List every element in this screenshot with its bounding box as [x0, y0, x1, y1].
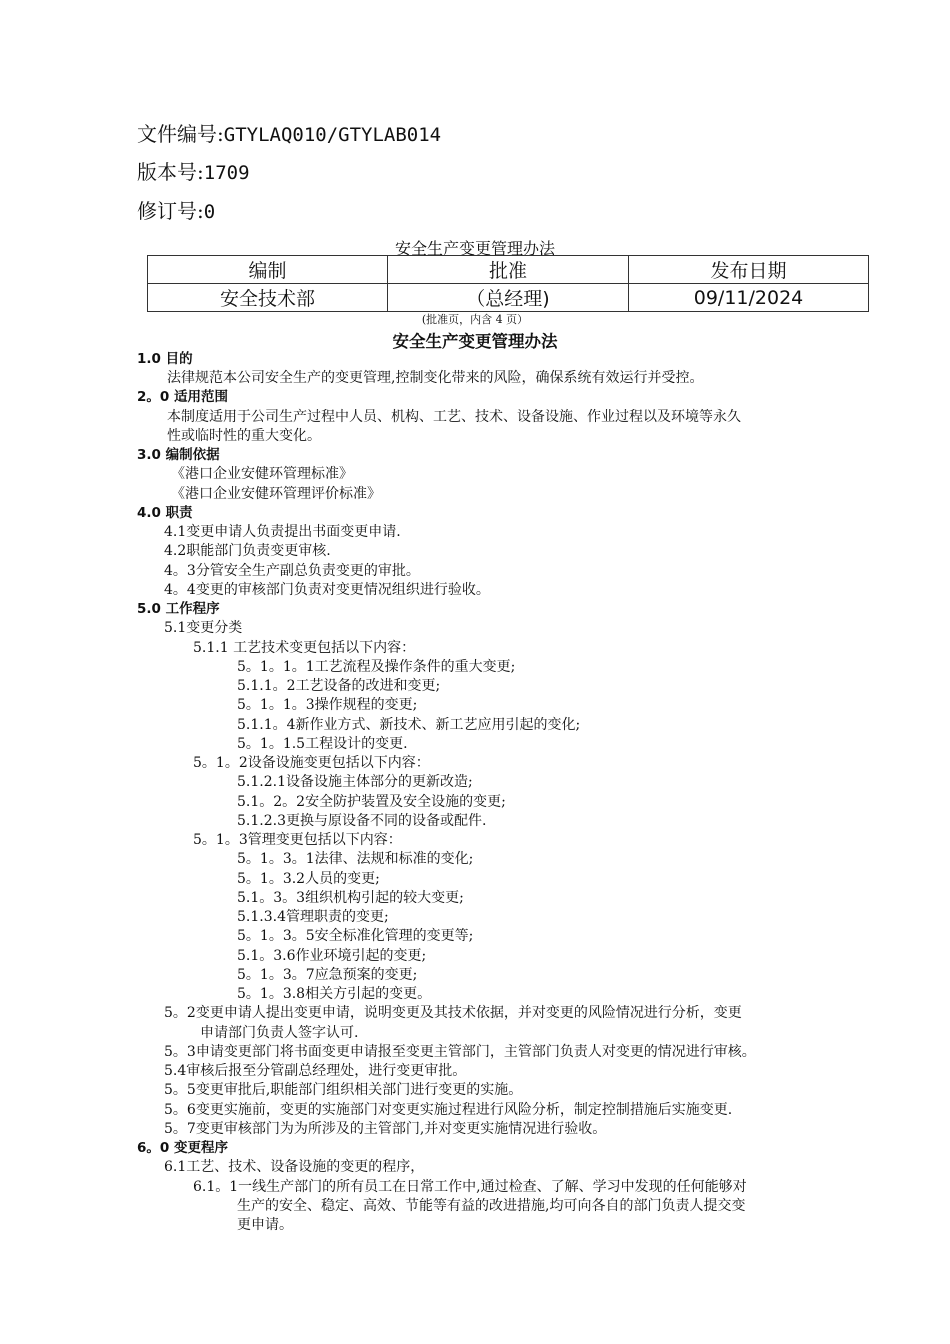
body-line: 5。2变更申请人提出变更申请，说明变更及其技术依据，并对变更的风险情况进行分析，变更: [164, 1005, 742, 1021]
version-label: 版本号:: [137, 160, 204, 184]
approval-table: [147, 255, 869, 312]
body-line: 5。7变更审核部门为为所涉及的主管部门,并对变更实施情况进行验收。: [164, 1121, 607, 1137]
body-line: 6.1。1一线生产部门的所有员工在日常工作中,通过检查、了解、学习中发现的任何能够对: [193, 1179, 747, 1195]
body-line: 4.1变更申请人负责提出书面变更申请.: [164, 524, 401, 540]
body-line: 5。1。1.5工程设计的变更.: [237, 736, 408, 752]
body-line: 5.4审核后报至分管副总经理处，进行变更审批。: [164, 1063, 467, 1079]
body-line: 《港口企业安健环管理评价标准》: [171, 486, 381, 502]
body-line: 5.1.1。4新作业方式、新技术、新工艺应用引起的变化;: [237, 717, 581, 733]
revision-value: 0: [203, 201, 216, 223]
section-heading: 6。0 变更程序: [137, 1140, 228, 1156]
approval-value-cell: 安全技术部: [148, 284, 388, 312]
approval-header-cell: 编制: [148, 256, 388, 284]
approval-header-row: [148, 256, 869, 284]
doc-number-label: 文件编号:: [137, 122, 224, 146]
body-line: 5.1。2。2安全防护装置及安全设施的变更;: [237, 794, 506, 810]
body-line: 5。3申请变更部门将书面变更申请报至变更主管部门，主管部门负责人对变更的情况进行审核。: [164, 1044, 756, 1060]
body-line: 5。1。3.8相关方引起的变更。: [237, 986, 432, 1002]
body-line: 5。1。3。7应急预案的变更;: [237, 967, 418, 983]
body-line: 5.1.2.3更换与原设备不同的设备或配件.: [237, 813, 487, 829]
body-line: 5。6变更实施前，变更的实施部门对变更实施过程进行风险分析，制定控制措施后实施变更.: [164, 1102, 733, 1118]
body-line: 5.1.1。2工艺设备的改进和变更;: [237, 678, 441, 694]
body-line: 5。1。1。3操作规程的变更;: [237, 697, 418, 713]
body-line: 5.1.3.4管理职责的变更;: [237, 909, 389, 925]
approval-header-cell: 批准: [388, 256, 629, 284]
body-line: 5.1.2.1设备设施主体部分的更新改造;: [237, 774, 473, 790]
body-line: 生产的安全、稳定、高效、节能等有益的改进措施,均可向各自的部门负责人提交变: [237, 1198, 746, 1214]
body-line: 申请部门负责人签字认可.: [200, 1025, 359, 1041]
body-line: 本制度适用于公司生产过程中人员、机构、工艺、技术、设备设施、作业过程以及环境等永久: [167, 409, 741, 425]
body-line: 更申请。: [237, 1217, 293, 1233]
body-line: 4.2职能部门负责变更审核.: [164, 543, 331, 559]
body-line: 法律规范本公司安全生产的变更管理,控制变化带来的风险，确保系统有效运行并受控。: [167, 370, 704, 386]
body-line: 5。1。3.2人员的变更;: [237, 871, 380, 887]
body-line: 5.1。3。3组织机构引起的较大变更;: [237, 890, 464, 906]
version-number: [137, 160, 250, 185]
doc-number-value: GTYLAQ010/GTYLAB014: [223, 124, 442, 146]
document-title: 安全生产变更管理办法: [392, 332, 558, 351]
body-line: 4。4变更的审核部门负责对变更情况组织进行验收。: [164, 582, 490, 598]
body-line: 5。1。3。5安全标准化管理的变更等;: [237, 928, 474, 944]
approval-header-cell: 发布日期: [629, 256, 869, 284]
body-line: 5.1。3.6作业环境引起的变更;: [237, 948, 427, 964]
approval-value-cell: 09/11/2024: [629, 284, 869, 312]
doc-number: [137, 122, 441, 147]
version-value: 1709: [203, 162, 250, 184]
revision-number: [137, 199, 215, 224]
section-heading: 5.0 工作程序: [137, 601, 220, 617]
body-line: 《港口企业安健环管理标准》: [171, 466, 353, 482]
body-line: 5。1。2设备设施变更包括以下内容：: [193, 755, 430, 771]
section-heading: 3.0 编制依据: [137, 447, 220, 463]
body-line: 5.1.1 工艺技术变更包括以下内容：: [193, 640, 416, 656]
body-line: 6.1工艺、技术、设备设施的变更的程序，: [164, 1159, 425, 1175]
cover-title: 安全生产变更管理办法: [394, 239, 555, 258]
body-line: 5。5变更审批后,职能部门组织相关部门进行变更的实施。: [164, 1082, 523, 1098]
body-line: 5。1。1。1工艺流程及操作条件的重大变更;: [237, 659, 516, 675]
body-line: 性或临时性的重大变化。: [167, 428, 321, 444]
body-line: 5。1。3管理变更包括以下内容：: [193, 832, 402, 848]
approval-value-cell: （总经理): [388, 284, 629, 312]
body-line: 5.1变更分类: [164, 620, 243, 636]
body-line: 5。1。3。1法律、法规和标准的变化;: [237, 851, 474, 867]
body-line: 4。3分管安全生产副总负责变更的审批。: [164, 563, 420, 579]
revision-label: 修订号:: [137, 199, 204, 223]
section-heading: 2。0 适用范围: [137, 389, 228, 405]
section-heading: 1.0 目的: [137, 351, 193, 367]
section-heading: 4.0 职责: [137, 505, 193, 521]
approval-note: (批准页，内含 4 页）: [421, 313, 529, 326]
approval-value-row: [148, 284, 869, 312]
